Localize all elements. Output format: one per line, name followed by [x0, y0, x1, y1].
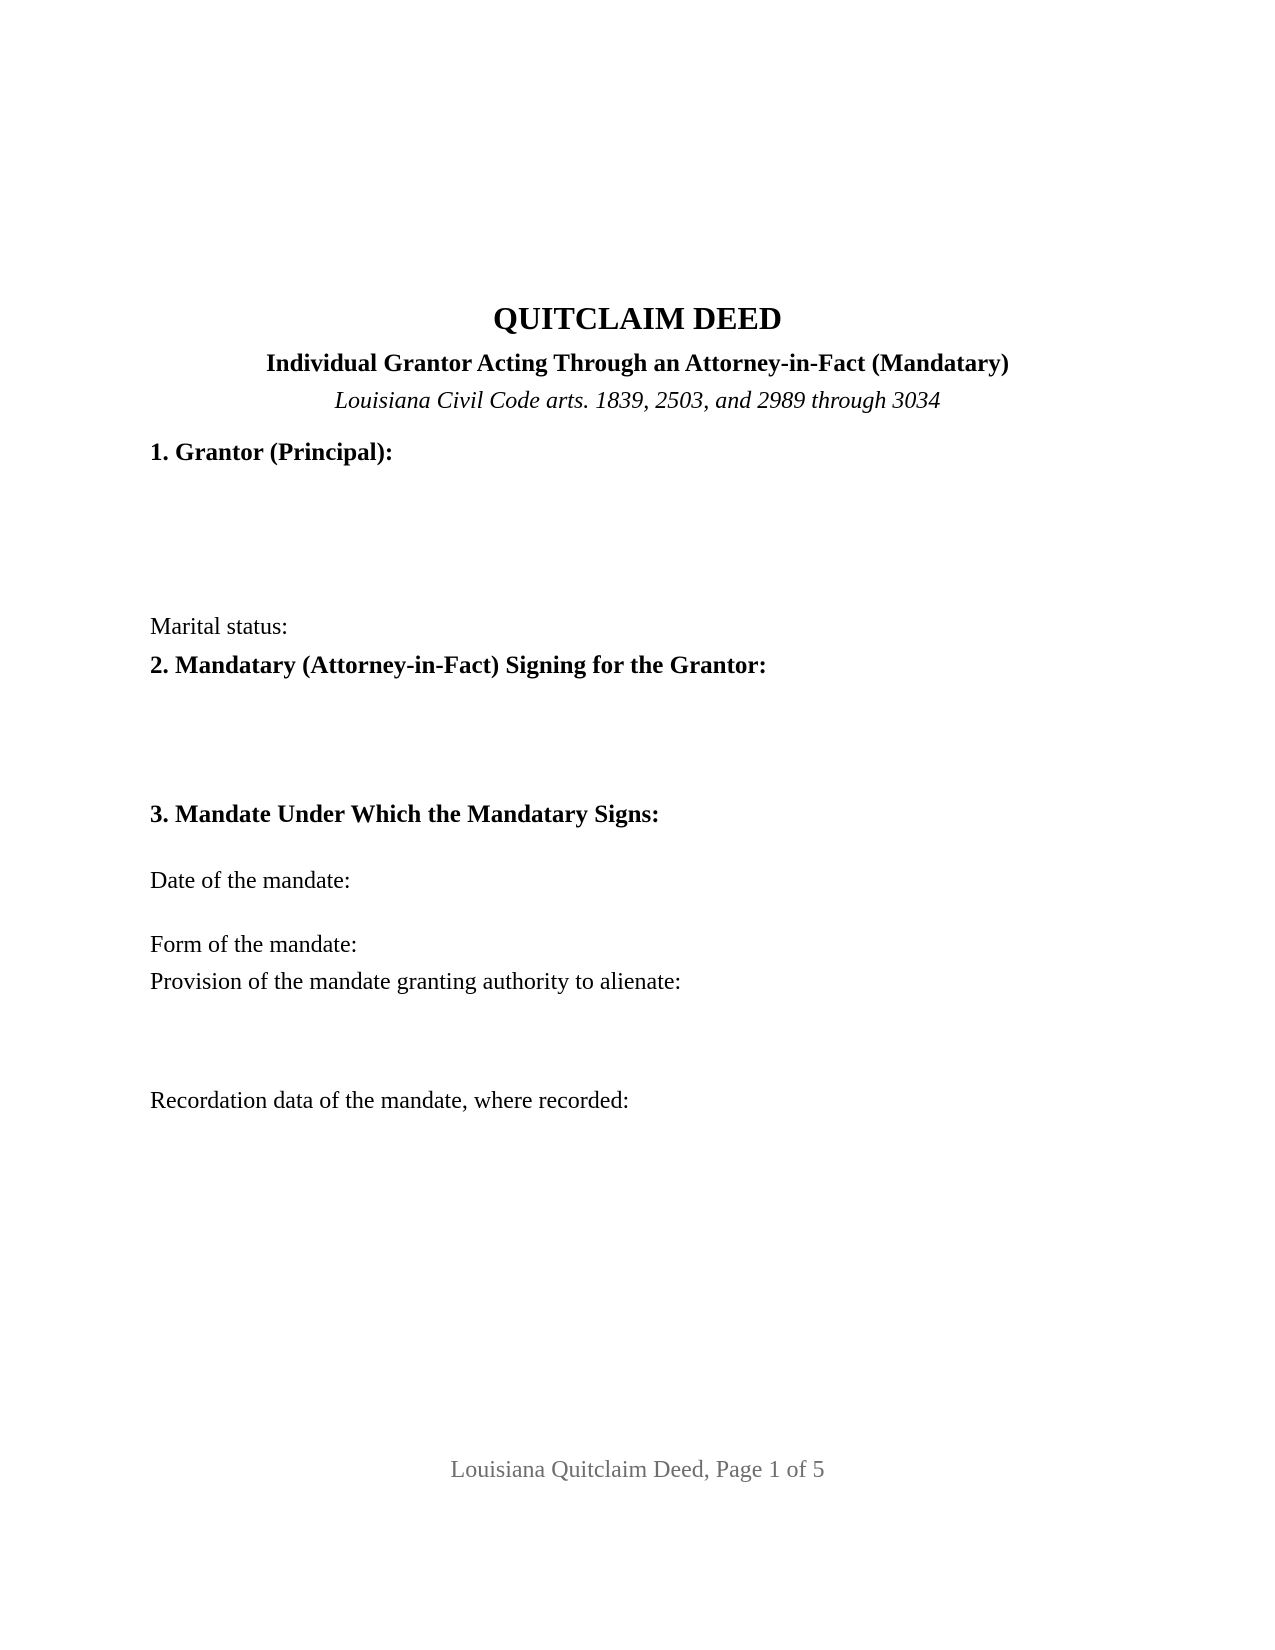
mandate-date-label: Date of the mandate:: [150, 868, 351, 894]
section-heading-grantor: 1. Grantor (Principal):: [150, 439, 394, 466]
mandate-provision-label: Provision of the mandate granting authority to alienate:: [150, 969, 682, 995]
legal-citation: Louisiana Civil Code arts. 1839, 2503, and 2989 through 3034: [334, 388, 941, 414]
section-heading-mandatary: 2. Mandatary (Attorney-in-Fact) Signing for the Grantor:: [150, 652, 767, 679]
page-footer: Louisiana Quitclaim Deed, Page 1 of 5: [450, 1457, 825, 1483]
section-heading-mandate: 3. Mandate Under Which the Mandatary Signs:: [150, 801, 660, 828]
marital-status-label: Marital status:: [150, 614, 288, 640]
mandate-recordation-label: Recordation data of the mandate, where recorded:: [150, 1088, 630, 1114]
document-title: QUITCLAIM DEED: [493, 300, 782, 336]
document-subtitle: Individual Grantor Acting Through an Attorney-in-Fact (Mandatary): [265, 350, 1010, 377]
mandate-form-label: Form of the mandate:: [150, 932, 358, 958]
